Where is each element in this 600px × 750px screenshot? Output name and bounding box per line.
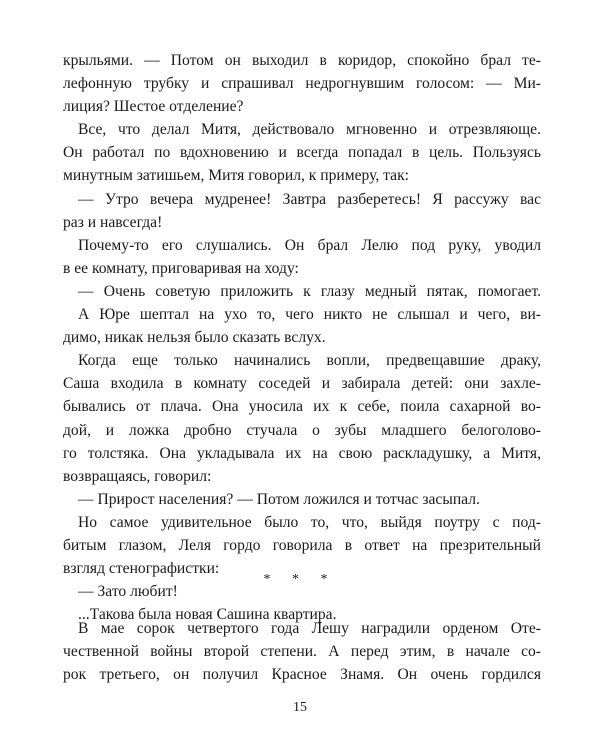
text-line: бывались от плача. Она уносила их к себе, поила сахарной во-: [63, 398, 541, 416]
text-line: Все, что делал Митя, действовало мгновенно и отрезвляюще.: [78, 121, 541, 139]
text-line: Когда еще только начинались вопли, предвещавшие драку,: [78, 352, 541, 370]
text-line: — Утро вечера мудренее! Завтра разберетесь! Я рассужу вас: [78, 190, 541, 208]
text-line: В мае сорок четвертого года Лешу наградили орденом Оте-: [78, 620, 541, 637]
text-line: — Прирост населения? — Потом ложился и тотчас засыпал.: [78, 490, 480, 508]
text-line: рок третьего, он получил Красное Знамя. Он очень гордился: [63, 666, 541, 684]
text-line: возвращаясь, говорил:: [63, 467, 212, 485]
text-line: лефонную трубку и спрашивал недрогнувшим голосом: — Ми-: [63, 75, 541, 93]
main-text: [63, 49, 541, 626]
text-line: крыльями. — Потом он выходил в коридор, спокойно брал те-: [63, 52, 541, 69]
text-line: — Очень советую приложить к глазу медный пятак, помогает.: [78, 282, 541, 300]
text-line: димо, никак нельзя было сказать вслух.: [63, 329, 326, 347]
text-line: Почему-то его слушались. Он брал Лелю под руку, уводил: [78, 236, 541, 254]
text-line: Он работал по вдохновению и всегда попадал в цель. Пользуясь: [63, 144, 541, 162]
text-line: взгляд стенографистки:: [63, 560, 220, 578]
text-line: в ее комнату, приговаривая на ходу:: [63, 259, 299, 277]
text-line: дой, и ложка дробно стучала о зубы младшего белоголово-: [63, 421, 541, 439]
section-separator: * * *: [263, 572, 337, 587]
text-line: битым глазом, Леля гордо говорила в ответ на презрительный: [63, 536, 541, 554]
text-line: лиция? Шестое отделение?: [63, 98, 244, 116]
text-line: раз и навсегда!: [63, 213, 163, 231]
text-line: Саша входила в комнату соседей и забирала детей: они захле-: [63, 375, 541, 393]
section-text: [63, 617, 541, 686]
page-number: 15: [293, 700, 307, 715]
text-line: — Зато любит!: [78, 583, 178, 601]
text-line: А Юре шептал на ухо то, чего никто не слышал и чего, ви-: [78, 306, 541, 324]
text-line: чественной войны второй степени. А перед этим, в начале со-: [63, 643, 541, 661]
text-line: ...Такова была новая Сашина квартира.: [78, 606, 337, 624]
text-line: го толстяка. Она укладывала их на свою раскладушку, а Митя,: [63, 444, 541, 462]
text-line: Но самое удивительное было то, что, выйдя поутру с под-: [78, 513, 541, 531]
text-line: минутным затишьем, Митя говорил, к примеру, так:: [63, 167, 409, 185]
